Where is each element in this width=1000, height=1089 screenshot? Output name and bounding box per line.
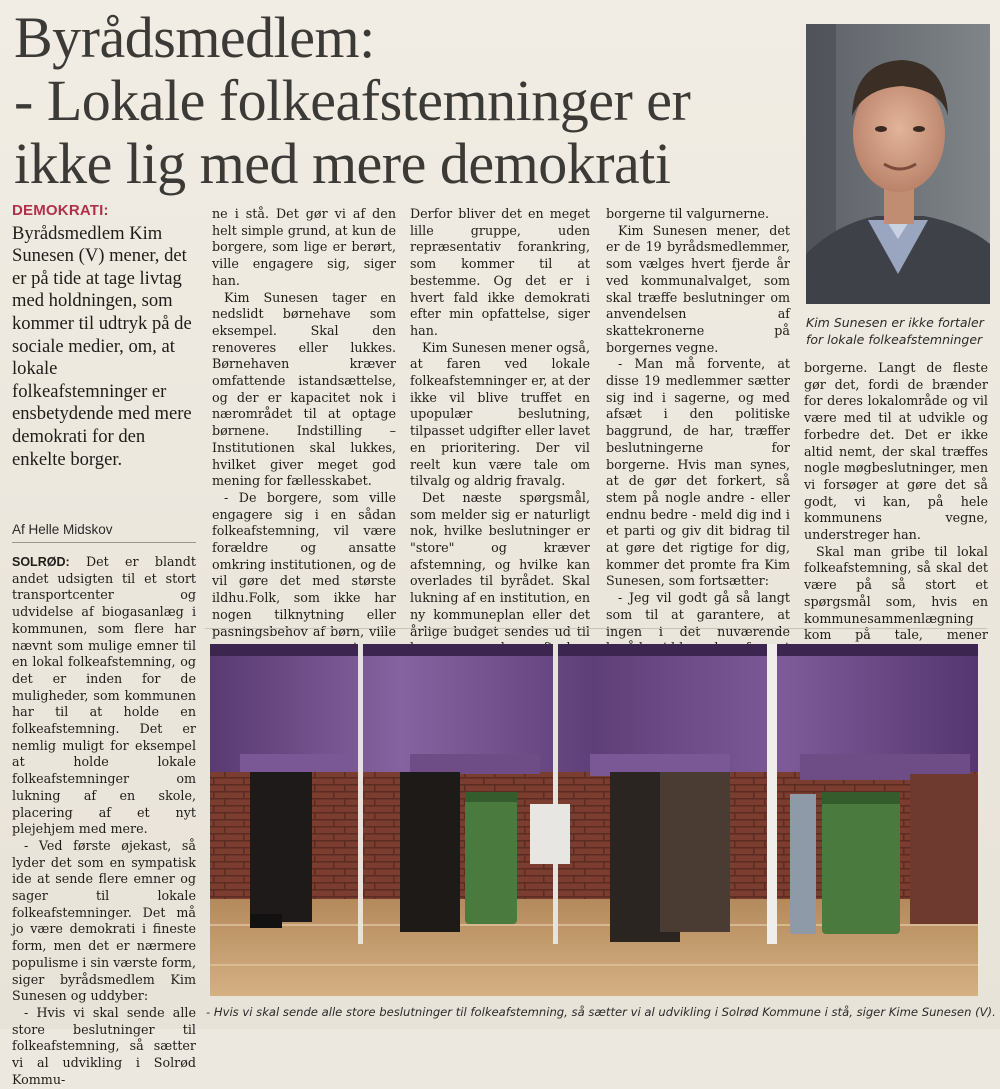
body-paragraph: - Man må forvente, at disse 19 medlemmer sætter sig ind i sagerne, og med afsæt i den politiske baggrund, de har, træffer beslutningerne for borgerne. Hvis man synes, at de gør det forkert, så stem på nogle andre - eller endnu bedre - meld dig ind i et parti og giv dit bidrag til at gøre det rigtige for dig, kommer det promte fra Kim Sunesen, som fortsætter: <box>606 356 790 589</box>
article-column-2 <box>212 206 396 674</box>
photo-caption: - Hvis vi skal sende alle store beslutninger til folkeafstemning, så sætter vi al udvikling i Solrød Kommune i stå, siger Kime Sunesen (V). <box>206 1005 996 1019</box>
voting-booth-illustration <box>210 644 978 996</box>
article-column-3 <box>410 206 590 674</box>
body-paragraph: Kim Sunesen tager en nedslidt børnehave som eksempel. Skal den renoveres eller lukkes. Børnehaven kræver omfattende istandsættelse, og der er kapacitet nok i nærområdet til at optage børnene. Indstilling – Institutionen skal lukkes, hvilket giver meget god mening for fællesskabet. <box>212 289 396 489</box>
byline-divider <box>12 542 196 543</box>
column-divider <box>205 628 987 629</box>
body-paragraph: borgerne til valgurnerne. <box>606 206 770 221</box>
body-paragraph: Det næste spørgsmål, som melder sig er naturligt nok, hvilke beslutninger er "store" og kræver afstemning, og hvilke kan overlades til byrådet. Skal lukning af en institution, en ny kommuneplan eller det årlige budget sendes ud til <box>410 489 590 639</box>
body-paragraph: Det er blandt andet udsigten til et stort transportcenter og udvidelse af biogasanlæg i kommunen, som flere har nævnt som mulige emner til en lokal folkeafstemning, og det er inden for de muligheder, som kommunen har til at holde en folkeafstemning. Det er nemlig muligt for eksempel at holde lokale folkeafstemninger om lukning af en skole, placering af et nyt plejehjem med mere. <box>12 554 196 837</box>
dateline: SOLRØD: <box>12 555 70 569</box>
article-column-5 <box>804 360 988 661</box>
article-column-4 <box>606 206 790 674</box>
body-paragraph: Derfor bliver det en meget lille gruppe, uden repræsentativ forankring, som kommer til at bestemme. Og det er i hvert fald ikke demokrati efter min opfattelse, siger han. <box>410 206 590 338</box>
body-paragraph: - Ved første øjekast, så lyder det som en sympatisk ide at sende flere emner og sager til lokale folkeafstemninger. Det må jo være demokrati i fineste form, men det er nærmere populisme i sin værste form, siger byrådsmedlem Kim Sunesen og uddyber: <box>12 837 196 1004</box>
headline <box>14 6 794 195</box>
body-paragraph: Kim Sunesen mener, det er de 19 byrådsmedlemmer, som vælges hvert fjerde år ved kommunalvalget, som skal træffe beslutninger om anvendelsen af skattekronerne på borgernes vegne. <box>606 222 790 355</box>
body-paragraph: Kim Sunesen mener også, at faren ved lokale folkeafstemninger er, at der ikke vil blive truffet en upopulær beslutning, tilpasset udgifter eller lavet en prioritering. Der vil reelt kun være tale om tilvalg og aldrig fravalg. <box>410 339 590 489</box>
headline-line-3: ikke lig med mere demokrati <box>14 131 671 196</box>
portrait-caption: Kim Sunesen er ikke fortaler for lokale folkeafstemninger <box>806 315 984 347</box>
body-paragraph: - Jeg vil godt gå så langt som til at garantere, at ingen i det nuværende <box>606 590 790 639</box>
voting-booth-photo <box>210 644 978 996</box>
kicker-label: DEMOKRATI: <box>12 202 109 219</box>
lead-text: Byrådsmedlem Kim Sunesen (V) mener, det er på tide at tage livtag med holdningen, som kommer til udtryk på de sociale medier, om, at lokale folkeafstemninger er ensbetydende med mere demokrati for den enkelte borger. <box>12 222 192 470</box>
headline-line-2: - Lokale folkeafstemninger er <box>14 68 691 133</box>
headline-line-1: Byrådsmedlem: <box>14 5 375 70</box>
portrait-illustration <box>806 24 990 304</box>
article-column-1 <box>12 554 196 1089</box>
byline: Af Helle Midskov <box>12 522 113 537</box>
body-paragraph: - Hvis vi skal sende alle store beslutninger til folkeafstemning, så sætter vi al udvikling i Solrød Kommu- <box>12 1004 196 1087</box>
lead-paragraph <box>12 200 194 471</box>
body-paragraph: borgerne. Langt de fleste gør det, fordi de brænder for deres lokalområde og vil være med til at udvikle og forbedre det. Det er ikke altid nemt, der skal træffes nogle møgbeslutninger, men vi forsøger at gøre det så godt, vi kan, på hele kommunens vegne, understreger han. <box>804 360 988 543</box>
body-paragraph: ne i stå. Det gør vi af den helt simple grund, at kun de borgere, som lige er berørt, ville engagere sig, siger han. <box>212 206 396 288</box>
body-paragraph: Skal man gribe til lokal folkeafstemning, så skal det være på så stort et spørgsmål som, hvis en kommunesammenlægning kom på tale, mener <box>804 543 988 643</box>
portrait-photo <box>806 24 990 304</box>
body-paragraph: - De borgere, som ville engagere sig i en sådan folkeafstemning, vil være forældre og ansatte omkring institutionen, og de vil gøre det med største ildhu.Folk, som ikke har nogen tilknytning eller pasningsbehov af børn, ville <box>212 489 396 639</box>
